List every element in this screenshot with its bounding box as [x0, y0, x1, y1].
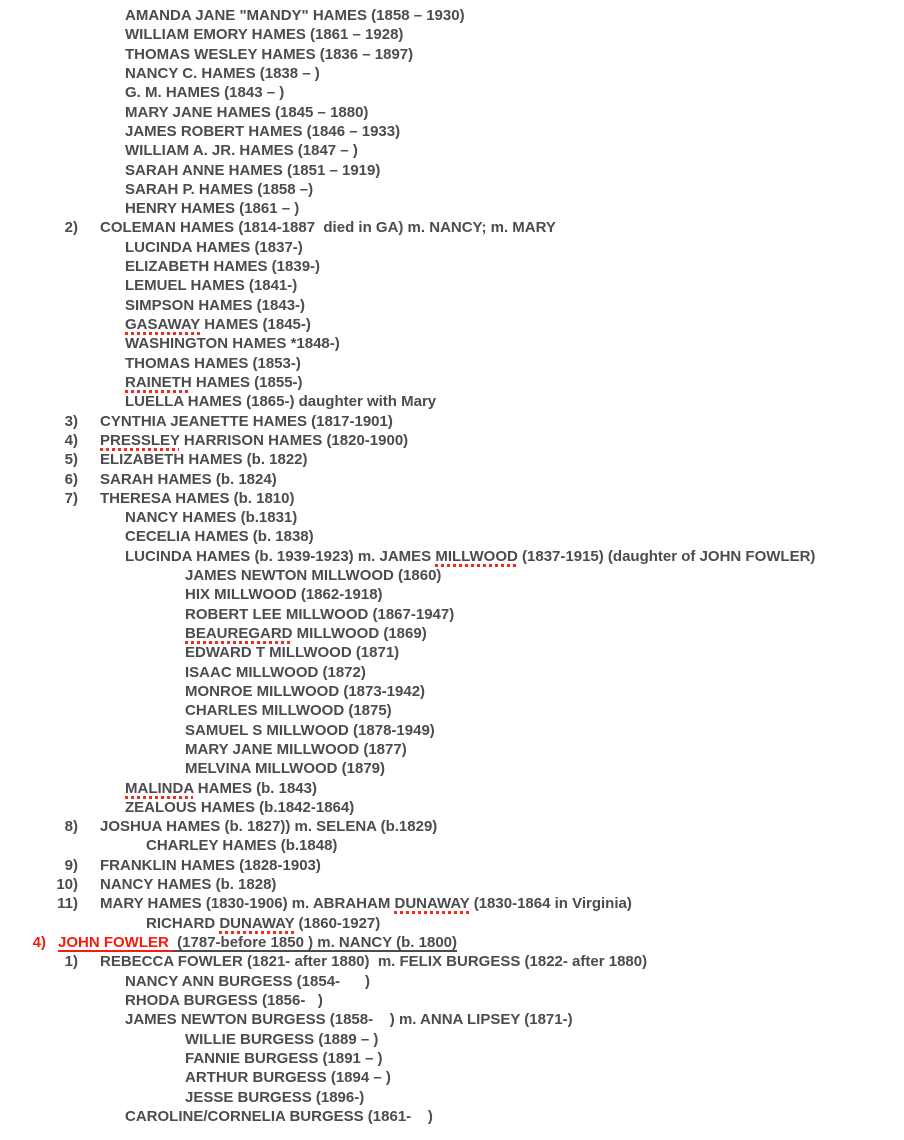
list-item	[0, 25, 904, 44]
list-item	[0, 122, 904, 141]
text-segment: MARY HAMES (1830-1906) m. ABRAHAM	[100, 895, 395, 913]
text-segment: REBECCA FOWLER (1821- after 1880) m. FELIX BURGESS (1822- after 1880)	[100, 953, 648, 971]
text-segment: HAMES (1855-)	[191, 373, 303, 391]
list-item	[0, 238, 904, 257]
list-item	[0, 527, 904, 546]
text-segment: NANCY HAMES (b.1831)	[125, 509, 298, 527]
list-item	[0, 103, 904, 122]
item-number: 4)	[32, 934, 46, 951]
text-segment: (1860-1927)	[294, 914, 381, 932]
list-item	[0, 566, 904, 585]
text-segment: WILLIAM A. JR. HAMES (1847 – )	[125, 142, 358, 160]
list-item	[0, 199, 904, 218]
text-segment: NANCY HAMES (b. 1828)	[100, 876, 277, 894]
text-segment: LUCINDA HAMES (b. 1939-1923) m. JAMES	[125, 547, 436, 565]
item-number: 6)	[64, 470, 78, 488]
list-item	[0, 798, 904, 817]
text-segment: ELIZABETH HAMES (1839-)	[125, 258, 321, 276]
list-item	[0, 392, 904, 411]
list-item	[0, 1107, 904, 1126]
list-item	[0, 1010, 904, 1029]
text-segment: JESSE BURGESS (1896-)	[185, 1088, 365, 1106]
text-segment: WASHINGTON HAMES *1848-)	[125, 335, 340, 353]
list-item	[0, 759, 904, 778]
list-item	[0, 682, 904, 701]
list-item	[0, 894, 904, 913]
item-number: 4)	[64, 431, 78, 449]
item-number: 11)	[57, 895, 78, 913]
text-segment: ARTHUR BURGESS (1894 – )	[185, 1069, 391, 1087]
misspelled-word: MILLWOOD	[435, 547, 518, 565]
list-item	[0, 817, 904, 836]
list-item	[0, 218, 904, 237]
list-item	[0, 721, 904, 740]
text-segment: CAROLINE/CORNELIA BURGESS (1861- )	[125, 1107, 433, 1125]
list-item	[0, 1030, 904, 1049]
misspelled-word: GASAWAY	[125, 316, 201, 333]
list-item	[0, 914, 904, 933]
text-segment: HENRY HAMES (1861 – )	[125, 200, 300, 218]
list-item	[0, 508, 904, 527]
text-segment: ROBERT LEE MILLWOOD (1867-1947)	[185, 605, 455, 623]
text-segment: SARAH P. HAMES (1858 –)	[125, 180, 314, 198]
list-item	[0, 1068, 904, 1087]
list-item	[0, 354, 904, 373]
list-item	[0, 972, 904, 991]
text-segment: EDWARD T MILLWOOD (1871)	[185, 644, 400, 662]
item-number: 10)	[56, 876, 78, 894]
list-item	[0, 605, 904, 624]
text-segment: THOMAS HAMES (1853-)	[125, 354, 301, 372]
text-segment: RHODA BURGESS (1856- )	[125, 991, 323, 1009]
text-segment: CECELIA HAMES (b. 1838)	[125, 528, 314, 546]
list-item	[0, 856, 904, 875]
list-item	[0, 991, 904, 1010]
list-item	[0, 373, 904, 392]
list-item	[0, 875, 904, 894]
list-item	[0, 547, 904, 566]
item-number: 1)	[64, 953, 78, 971]
text-segment: HAMES (b. 1843)	[193, 779, 317, 797]
list-item	[0, 836, 904, 855]
text-segment: MARY JANE MILLWOOD (1877)	[185, 740, 407, 758]
text-segment: AMANDA JANE "MANDY" HAMES (1858 – 1930)	[125, 7, 465, 24]
text-segment: JOSHUA HAMES (b. 1827)) m. SELENA (b.1829)	[100, 818, 438, 836]
text-segment: (1830-1864 in Virginia)	[469, 895, 632, 913]
text-segment: ISAAC MILLWOOD (1872)	[185, 663, 366, 681]
list-item	[0, 45, 904, 64]
text-segment: HAMES (1845-)	[200, 316, 311, 333]
item-number: 7)	[64, 489, 78, 507]
text-segment: CHARLEY HAMES (b.1848)	[146, 837, 338, 855]
list-item	[0, 624, 904, 643]
text-segment: THERESA HAMES (b. 1810)	[100, 489, 295, 507]
list-item	[0, 779, 904, 798]
list-item	[0, 643, 904, 662]
text-segment: SIMPSON HAMES (1843-)	[125, 296, 306, 314]
text-segment: RICHARD	[146, 914, 220, 932]
text-segment: ZEALOUS HAMES (b.1842-1864)	[125, 798, 355, 816]
text-segment: LUCINDA HAMES (1837-)	[125, 238, 303, 256]
list-item	[0, 257, 904, 276]
text-segment: MILLWOOD (1869)	[292, 625, 427, 642]
text-segment: JAMES NEWTON BURGESS (1858- ) m. ANNA LIPSEY (1871-)	[125, 1011, 573, 1029]
list-item	[0, 585, 904, 604]
item-number: 8)	[64, 818, 78, 836]
text-segment: LEMUEL HAMES (1841-)	[125, 277, 298, 295]
text-segment: WILLIE BURGESS (1889 – )	[185, 1030, 379, 1048]
text-segment: (1837-1915) (daughter of JOHN FOWLER)	[517, 547, 816, 565]
list-item	[0, 180, 904, 199]
list-item	[0, 701, 904, 720]
text-segment: THOMAS WESLEY HAMES (1836 – 1897)	[125, 45, 414, 63]
text-segment: SARAH HAMES (b. 1824)	[100, 470, 277, 488]
text-segment: JAMES ROBERT HAMES (1846 – 1933)	[125, 122, 401, 140]
list-item	[0, 933, 904, 952]
highlighted-name: JOHN FOWLER	[58, 934, 173, 951]
text-segment: FANNIE BURGESS (1891 – )	[185, 1049, 383, 1067]
text-segment: HARRISON HAMES (1820-1900)	[179, 431, 409, 449]
text-segment: SARAH ANNE HAMES (1851 – 1919)	[125, 161, 381, 179]
text-segment: WILLIAM EMORY HAMES (1861 – 1928)	[125, 26, 404, 44]
text-segment: MONROE MILLWOOD (1873-1942)	[185, 682, 426, 700]
text-segment: CHARLES MILLWOOD (1875)	[185, 702, 392, 720]
text-segment: JAMES NEWTON MILLWOOD (1860)	[185, 567, 442, 585]
list-item	[0, 315, 904, 334]
list-item	[0, 952, 904, 971]
text-segment: LUELLA HAMES (1865-) daughter with Mary	[125, 393, 437, 411]
list-item	[0, 141, 904, 160]
misspelled-word: DUNAWAY	[394, 895, 470, 913]
list-item	[0, 64, 904, 83]
item-number: 2)	[64, 219, 78, 237]
list-item	[0, 83, 904, 102]
misspelled-word: DUNAWAY	[219, 914, 295, 932]
text-segment: HIX MILLWOOD (1862-1918)	[185, 586, 383, 604]
text-segment: (1787-before 1850 ) m. NANCY (b. 1800)	[173, 934, 457, 951]
item-number: 5)	[64, 451, 78, 469]
text-segment: MELVINA MILLWOOD (1879)	[185, 760, 386, 778]
misspelled-word: PRESSLEY	[100, 431, 180, 449]
misspelled-word: RAINETH	[125, 373, 192, 391]
list-item	[0, 431, 904, 450]
list-item	[0, 740, 904, 759]
text-segment: NANCY ANN BURGESS (1854- )	[125, 972, 371, 990]
text-segment: FRANKLIN HAMES (1828-1903)	[100, 856, 321, 874]
list-item	[0, 470, 904, 489]
list-item	[0, 1049, 904, 1068]
text-segment: ELIZABETH HAMES (b. 1822)	[100, 451, 308, 469]
list-item	[0, 450, 904, 469]
list-item	[0, 489, 904, 508]
list-item	[0, 161, 904, 180]
list-item	[0, 412, 904, 431]
text-segment: G. M. HAMES (1843 – )	[125, 84, 285, 102]
text-segment: MARY JANE HAMES (1845 – 1880)	[125, 103, 369, 121]
item-number: 3)	[64, 412, 78, 430]
text-segment: SAMUEL S MILLWOOD (1878-1949)	[185, 721, 435, 739]
list-item	[0, 296, 904, 315]
item-number: 9)	[64, 856, 78, 874]
list-item	[0, 334, 904, 353]
misspelled-word: BEAUREGARD	[185, 625, 293, 642]
list-item	[0, 1088, 904, 1107]
text-segment: CYNTHIA JEANETTE HAMES (1817-1901)	[100, 412, 393, 430]
misspelled-word: MALINDA	[125, 779, 194, 797]
list-item	[0, 6, 904, 25]
list-item	[0, 663, 904, 682]
text-segment: COLEMAN HAMES (1814-1887 died in GA) m. NANCY; m. MARY	[100, 219, 556, 237]
text-segment: NANCY C. HAMES (1838 – )	[125, 64, 320, 82]
list-item	[0, 276, 904, 295]
